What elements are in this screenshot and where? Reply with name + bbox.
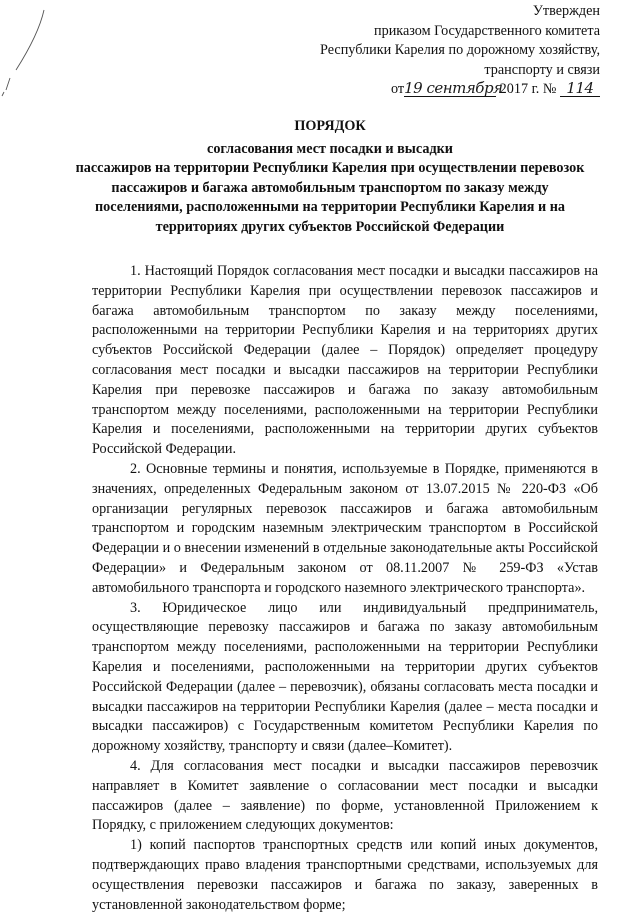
date-field (404, 79, 503, 98)
title-subtitle-line-5: территориях других субъектов Российской Федерации (155, 218, 505, 235)
title-subtitle-line-3: пассажиров и багажа автомобильным транспортом по заказу между (111, 179, 549, 196)
paragraph-3: 3. Юридическое лицо или индивидуальный предприниматель, осуществляющие перевозку пассажиров и багажа по заказу автомобильным транспортом между поселениями, расположенными на территории Республики Карелия и поселениями, расположенными на территории других субъектов Российской Федерации (далее – перевозчик), обязаны согласовать места посадки и высадки пассажиров на территории Республики Карелия (далее – места посадки и высадки пассажиров) с Государственным комитетом Республики Карелия по дорожному хозяйству, транспорту и связи (далее–Комитет). (92, 599, 598, 755)
approval-line-1: Утвержден (532, 3, 600, 19)
date-year: 2017 г. № (499, 81, 557, 98)
approval-stamp (320, 2, 600, 100)
paragraph-1: 1. Настоящий Порядок согласования мест посадки и высадки пассажиров на территории Республики Карелия при осуществлении перевозок пассажиров и багажа автомобильным транспортом по заказу между поселениями, расположенными на территории Республики Карелия и на территориях других субъектов Российской Федерации (далее – Порядок) определяет процедуру согласования мест посадки и высадки пассажиров на территории Республики Карелия при перевозке пассажиров и багажа по заказу автомобильным транспортом между поселениями, расположенными на территории Республики Карелия и поселениями, расположенными на территории других субъектов Российской Федерации. (92, 263, 598, 458)
handwritten-number: 114 (566, 79, 594, 98)
approval-date-line (320, 80, 600, 100)
paragraph-2: 2. Основные термины и понятия, используемые в Порядке, применяются в значениях, определенных Федеральным законом от 13.07.2015 № 220-ФЗ «Об организации регулярных перевозок пассажиров и багажа автомобильным транспортом и городским наземным электрическим транспортом в Российской Федерации и о внесении изменений в отдельные законодательные акты Российской Федерации» и Федеральным законом от 08.11.2007 № 259-ФЗ «Устав автомобильного транспорта и городского наземного электрического транспорта». (92, 460, 598, 596)
title-subtitle-line-4: поселениями, расположенными на территории Республики Карелия и на (94, 199, 566, 216)
title-subtitle-line-2: пассажиров на территории Республики Карелия при осуществлении перевозок (75, 160, 585, 177)
date-prefix: от (391, 81, 405, 98)
order-number-field (560, 81, 600, 97)
paragraph-4: 4. Для согласования мест посадки и высадки пассажиров перевозчик направляет в Комитет заявление о согласовании мест посадки и высадки пассажиров (далее – заявление) по форме, установленной Приложением к Порядку, с приложением следующих документов: (92, 757, 598, 834)
approval-line-4: транспорту и связи (484, 61, 600, 78)
paragraph-4-item-1: 1) копий паспортов транспортных средств или копий иных документов, подтверждающих право владения транспортными средствами, используемых для осуществления перевозки пассажиров и багажа по заказу, заверенных в установленной законодательством форме; (92, 837, 598, 913)
title-heading: ПОРЯДОК (294, 118, 366, 134)
title-subtitle-line-1: согласования мест посадки и высадки (207, 140, 453, 157)
approval-line-3: Республики Карелия по дорожному хозяйству, (320, 42, 600, 59)
margin-pen-mark (0, 8, 60, 98)
approval-line-2: приказом Государственного комитета (374, 22, 600, 39)
handwritten-date: 19 сентября (404, 79, 503, 98)
document-title (60, 117, 600, 238)
document-body (92, 262, 598, 915)
